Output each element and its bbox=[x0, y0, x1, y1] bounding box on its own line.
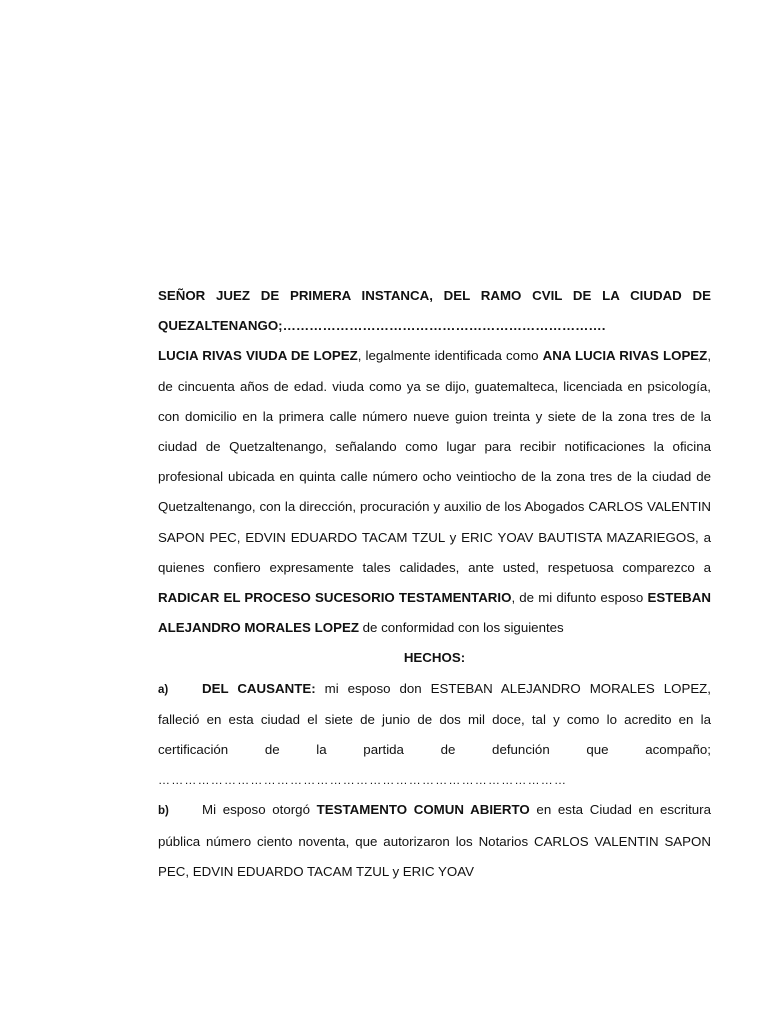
intro-text-1: , legalmente identificada como bbox=[357, 348, 543, 364]
intro-text-4: de conformidad con los siguientes bbox=[358, 620, 564, 636]
fact-item-b bbox=[158, 795, 711, 887]
document-body bbox=[158, 281, 711, 887]
petitioner-name: LUCIA RIVAS VIUDA DE LOPEZ bbox=[158, 348, 358, 364]
intro-paragraph bbox=[158, 341, 711, 643]
item-b-text-1: Mi esposo otorgó bbox=[202, 802, 317, 818]
item-a-heading: DEL CAUSANTE: bbox=[202, 680, 316, 696]
section-title-hechos: HECHOS: bbox=[403, 650, 466, 666]
petition-purpose: RADICAR EL PROCESO SUCESORIO TESTAMENTARIO bbox=[158, 590, 512, 606]
fact-item-a bbox=[158, 674, 711, 796]
addressee-line-1: SEÑOR JUEZ DE PRIMERA INSTANCA, DEL RAMO CVIL DE LA CIUDAD DE bbox=[158, 288, 711, 303]
petitioner-identified-name: ANA LUCIA RIVAS LOPEZ bbox=[542, 348, 708, 364]
item-b-text-2: en esta Ciudad en escritura pública número ciento noventa, que autorizaron los Notarios CARLOS VALENTIN SAPON PEC, EDVIN EDUARDO TACAM TZUL y ERIC YOAV bbox=[158, 802, 712, 879]
intro-text-2: , de cincuenta años de edad. viuda como ya se dijo, guatemalteca, licenciada en psicología, con domicilio en la primera calle número nueve guion treinta y siete de la zona tres de la ciudad de Quetzaltenango, señalando como lugar para recibir notificaciones la oficina profesional ubicada en quinta calle número ocho veintiocho de la zona tres de la ciudad de Quetzaltenango, con la dirección, procuración y auxilio de los Abogados CARLOS VALENTIN SAPON PEC, EDVIN EDUARDO TACAM TZUL y ERIC YOAV BAUTISTA MAZARIEGOS, a quienes confiero expresamente tales calidades, ante usted, respetuosa comparezco a bbox=[158, 348, 712, 575]
addressee-line-2: QUEZALTENANGO;………………………………………………………………. bbox=[158, 318, 606, 334]
item-a-dots: ………………………………………………………………………………… bbox=[158, 773, 568, 788]
intro-text-3: , de mi difunto esposo bbox=[511, 590, 648, 606]
deceased-name: ESTEBAN ALEJANDRO MORALES LOPEZ bbox=[158, 590, 711, 636]
item-a-text: mi esposo don ESTEBAN ALEJANDRO MORALES LOPEZ, falleció en esta ciudad el siete de junio de dos mil doce, tal y como lo acredito en la certificación de la partida de defunción que acompaño; bbox=[158, 680, 712, 758]
item-a-label: a) bbox=[158, 683, 169, 696]
item-b-label: b) bbox=[158, 805, 169, 818]
item-b-heading: TESTAMENTO COMUN ABIERTO bbox=[316, 802, 530, 818]
